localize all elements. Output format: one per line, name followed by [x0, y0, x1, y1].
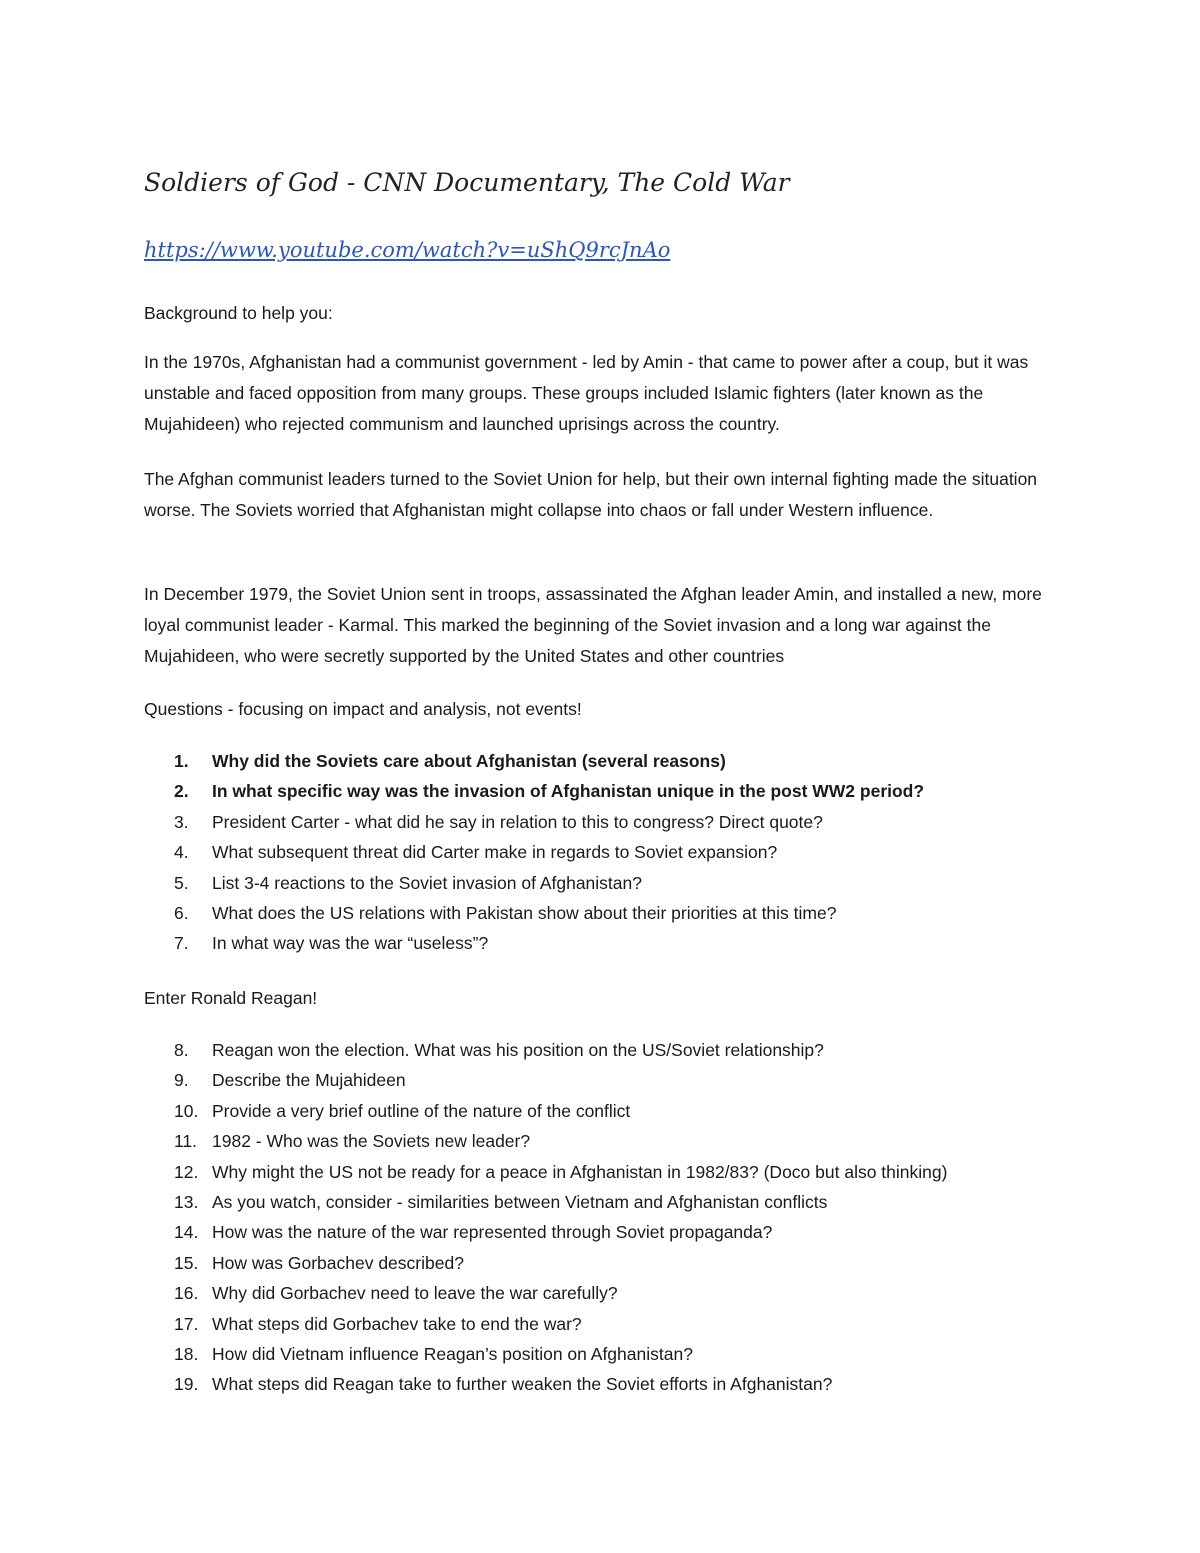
paragraph-1: In the 1970s, Afghanistan had a communist government - led by Amin - that came to power after a coup, but it was unstable and faced opposition from many groups. These groups included Islamic fighters (later known as the Mujahideen) who rejected communism and launched uprisings across the country.	[144, 352, 1029, 434]
question-text: President Carter - what did he say in relation to this to congress? Direct quote?	[212, 811, 823, 832]
question-text: Describe the Mujahideen	[212, 1070, 406, 1091]
background-label: Background to help you:	[144, 303, 333, 323]
question-number: 2.	[174, 781, 189, 802]
youtube-link[interactable]: https://www.youtube.com/watch?v=uShQ9rcJnAo	[144, 238, 671, 262]
reagan-label: Enter Ronald Reagan!	[144, 988, 318, 1008]
question-text: How did Vietnam influence Reagan’s position on Afghanistan?	[212, 1344, 693, 1365]
question-list-part2	[174, 1035, 947, 1400]
paragraph-2: The Afghan communist leaders turned to the Soviet Union for help, but their own internal fighting made the situation worse. The Soviets worried that Afghanistan might collapse into chaos or fall under Western influence.	[144, 469, 1038, 520]
question-number: 10.	[174, 1100, 199, 1121]
question-number: 14.	[174, 1222, 199, 1243]
question-text: How was Gorbachev described?	[212, 1252, 464, 1273]
question-number: 3.	[174, 811, 189, 832]
question-item	[174, 1217, 947, 1247]
question-text: As you watch, consider - similarities between Vietnam and Afghanistan conflicts	[212, 1192, 828, 1213]
document-title: Soldiers of God - CNN Documentary, The Cold War	[144, 168, 790, 197]
question-item	[174, 928, 924, 958]
paragraph-3: In December 1979, the Soviet Union sent in troops, assassinated the Afghan leader Amin, and installed a new, more loyal communist leader - Karmal. This marked the beginning of the Soviet invasion and a long war against the Mujahideen, who were secretly supported by the United States and other countries	[144, 584, 1042, 666]
question-item	[174, 746, 924, 776]
question-number: 16.	[174, 1283, 199, 1304]
question-text: Why did the Soviets care about Afghanistan (several reasons)	[212, 751, 726, 771]
question-item	[174, 1035, 947, 1065]
question-number: 1.	[174, 751, 189, 771]
question-item	[174, 898, 924, 928]
question-item	[174, 807, 924, 837]
question-item	[174, 776, 924, 806]
question-text: What steps did Gorbachev take to end the war?	[212, 1313, 582, 1334]
question-text: In what specific way was the invasion of Afghanistan unique in the post WW2 period?	[212, 781, 925, 802]
question-number: 8.	[174, 1040, 189, 1060]
question-item	[174, 1187, 947, 1217]
question-number: 6.	[174, 903, 189, 924]
question-item	[174, 837, 924, 867]
question-item	[174, 1157, 947, 1187]
question-number: 19.	[174, 1374, 199, 1395]
question-item	[174, 1126, 947, 1156]
question-item	[174, 1248, 947, 1278]
question-item	[174, 1065, 947, 1095]
question-text: What subsequent threat did Carter make in regards to Soviet expansion?	[212, 842, 778, 863]
question-item	[174, 1369, 947, 1399]
question-number: 15.	[174, 1252, 199, 1273]
question-text: Why might the US not be ready for a peace in Afghanistan in 1982/83? (Doco but also thinking)	[212, 1161, 948, 1182]
question-number: 7.	[174, 933, 189, 954]
question-number: 12.	[174, 1161, 199, 1182]
question-list-part1	[174, 746, 924, 959]
question-item	[174, 1309, 947, 1339]
question-number: 13.	[174, 1192, 199, 1213]
question-text: List 3-4 reactions to the Soviet invasion of Afghanistan?	[212, 872, 642, 893]
questions-label: Questions - focusing on impact and analysis, not events!	[144, 699, 582, 719]
question-number: 5.	[174, 872, 189, 893]
question-text: What does the US relations with Pakistan show about their priorities at this time?	[212, 903, 837, 924]
question-item	[174, 1096, 947, 1126]
question-number: 11.	[174, 1131, 198, 1152]
question-text: What steps did Reagan take to further weaken the Soviet efforts in Afghanistan?	[212, 1374, 833, 1395]
question-text: Provide a very brief outline of the nature of the conflict	[212, 1100, 631, 1121]
question-item	[174, 868, 924, 898]
question-number: 9.	[174, 1070, 189, 1091]
question-number: 18.	[174, 1344, 199, 1365]
question-text: Reagan won the election. What was his position on the US/Soviet relationship?	[212, 1040, 824, 1060]
question-text: 1982 - Who was the Soviets new leader?	[212, 1131, 531, 1152]
question-text: How was the nature of the war represented through Soviet propaganda?	[212, 1222, 773, 1243]
question-text: In what way was the war “useless”?	[212, 933, 489, 954]
question-item	[174, 1339, 947, 1369]
question-number: 4.	[174, 842, 189, 863]
question-number: 17.	[174, 1313, 199, 1334]
question-text: Why did Gorbachev need to leave the war carefully?	[212, 1283, 618, 1304]
question-item	[174, 1278, 947, 1308]
